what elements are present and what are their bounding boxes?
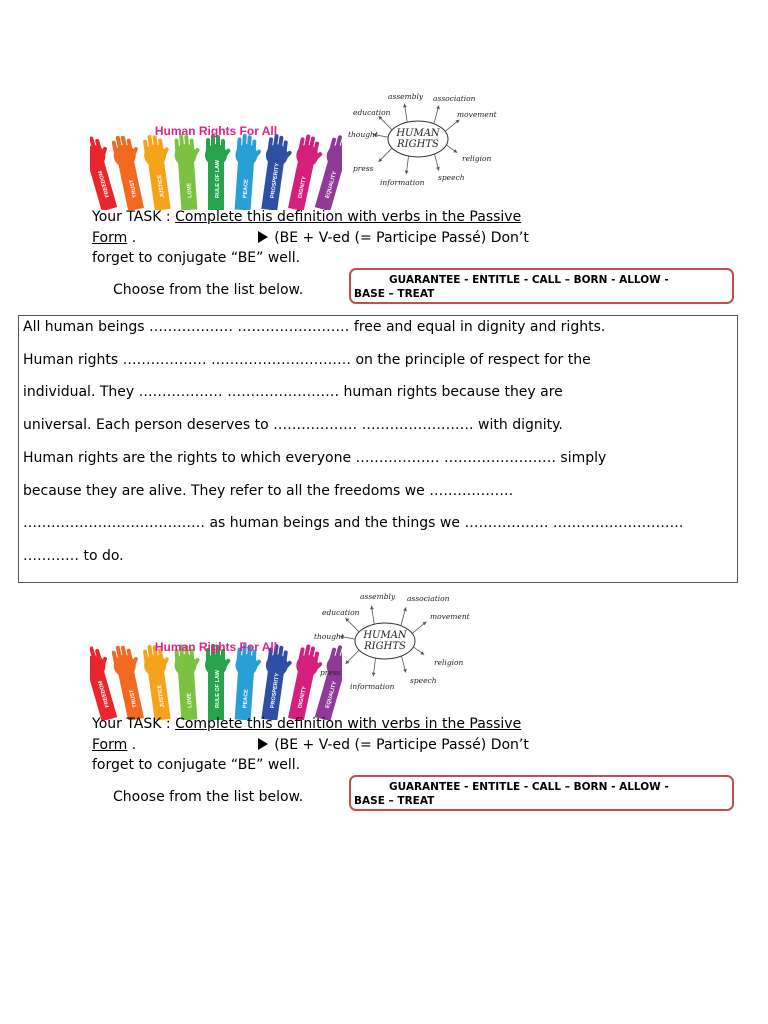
mindmap-center-label: HUMAN RIGHTS [363,630,407,652]
task-instructions: Your TASK : Complete this definition with verbs in the Passive Form . (BE + V-ed (= Participe Passé) Don’t forget to conjugate “BE” well. [92,716,529,773]
hand-label: PEACE [242,689,250,709]
mindmap-arrowhead [403,669,407,673]
mindmap-arrowhead [436,167,440,171]
hand-label: TRUST [128,178,139,199]
hand-label: LOVE [186,692,194,709]
hand-label: DIGNITY [297,175,308,199]
mindmap-word: movement [457,110,497,119]
exercise-line: Human rights are the rights to which everyone ……………… …………………… simply [23,450,607,466]
verb-list-box [349,268,734,304]
hand-label: PEACE [242,179,250,199]
mindmap-word: assembly [360,592,396,601]
mindmap-word: assembly [388,92,424,101]
mindmap-word: association [407,594,450,603]
choose-instruction: Choose from the list below. [113,282,304,298]
hand-label: FREEDOM [97,679,112,708]
mindmap-arrowhead [453,149,457,153]
exercise-line: individual. They ……………… …………………… human rights because they are [23,384,563,400]
mindmap-word: thought [314,632,344,641]
banner-title: Human Rights For All [154,640,278,654]
hand-label: JUSTICE [156,684,167,709]
raised-hand [141,642,177,720]
task-heading: Complete this definition with verbs in the Passive [175,209,522,225]
verb-list-line: BASE – TREAT [354,795,435,807]
human-rights-hands-banner [90,110,342,210]
fill-in-blanks-exercise [18,315,738,583]
play-arrow-icon [258,231,268,243]
exercise-line: All human beings ……………… …………………… free and equal in dignity and rights. [23,319,606,335]
verb-list-line: BASE – TREAT [354,288,435,300]
mindmap-arrowhead [370,606,374,610]
hand-label: JUSTICE [156,174,167,199]
play-arrow-icon [258,738,268,750]
task-instructions: Your TASK : Complete this definition with verbs in the Passive Form . (BE + V-ed (= Participe Passé) Don’t forget to conjugate “BE” well. [92,209,529,266]
choose-instruction: Choose from the list below. [113,789,304,805]
hand-label: DIGNITY [297,685,308,709]
exercise-line: ………………………………… as human beings and the things we ……………… ………………………. [23,515,684,531]
verb-list-line: GUARANTEE - ENTITLE - CALL – BORN - ALLOW - [389,274,669,286]
mindmap-word: movement [430,612,470,621]
banner-title: Human Rights For All [154,124,278,138]
mindmap-word: religion [434,658,464,667]
exercise-line: because they are alive. They refer to all the freedoms we ……………… [23,483,514,499]
hand-label: PROSPERITY [269,672,281,709]
raised-hand [205,644,231,720]
mindmap-arrowhead [403,607,407,611]
mindmap-arrowhead [420,651,424,655]
raised-hand [232,643,263,720]
mindmap-word: association [433,94,476,103]
human-rights-hands-banner [90,620,342,720]
raised-hand [141,132,177,210]
mindmap-word: thought [348,130,378,139]
hand-label: RULE OF LAW [215,160,221,198]
mindmap-arrowhead [403,104,407,108]
mindmap-word: religion [462,154,492,163]
mindmap-word: education [353,108,391,117]
task-heading: Complete this definition with verbs in the Passive [175,716,522,732]
mindmap-center-label: HUMAN RIGHTS [396,128,440,150]
hand-label: EQUALITY [324,680,339,710]
hand-label: FREEDOM [97,169,112,198]
mindmap-word: speech [410,676,437,685]
exercise-line: Human rights ……………… ………………………… on the principle of respect for the [23,352,591,368]
raised-hands-illustration [90,620,342,720]
mindmap-word: press [320,668,341,677]
hand-label: RULE OF LAW [215,670,221,708]
passive-formula: (BE + V-ed (= Participe Passé) Don’t [274,229,529,246]
hand-label: TRUST [128,688,139,709]
mindmap-arrowhead [436,105,440,109]
human-rights-mindmap [345,88,505,188]
mindmap-word: speech [438,173,465,182]
raised-hand [232,133,263,210]
hand-label: EQUALITY [324,170,339,200]
passive-formula: (BE + V-ed (= Participe Passé) Don’t [274,736,529,753]
mindmap-word: press [353,164,374,173]
raised-hand [173,643,204,720]
verb-list-line: GUARANTEE - ENTITLE - CALL – BORN - ALLOW - [389,781,669,793]
hand-label: LOVE [186,182,194,199]
exercise-line: ………… to do. [23,548,124,564]
raised-hand [173,133,204,210]
verb-list-box [349,775,734,811]
mindmap-word: information [350,682,395,691]
mindmap-word: education [322,608,360,617]
human-rights-mindmap [312,590,472,690]
exercise-line: universal. Each person deserves to ……………… …………………… with dignity. [23,417,563,433]
mindmap-word: information [380,178,425,187]
raised-hand [258,643,294,720]
hand-label: PROSPERITY [269,162,281,199]
raised-hand [205,134,231,210]
raised-hand [258,133,294,210]
